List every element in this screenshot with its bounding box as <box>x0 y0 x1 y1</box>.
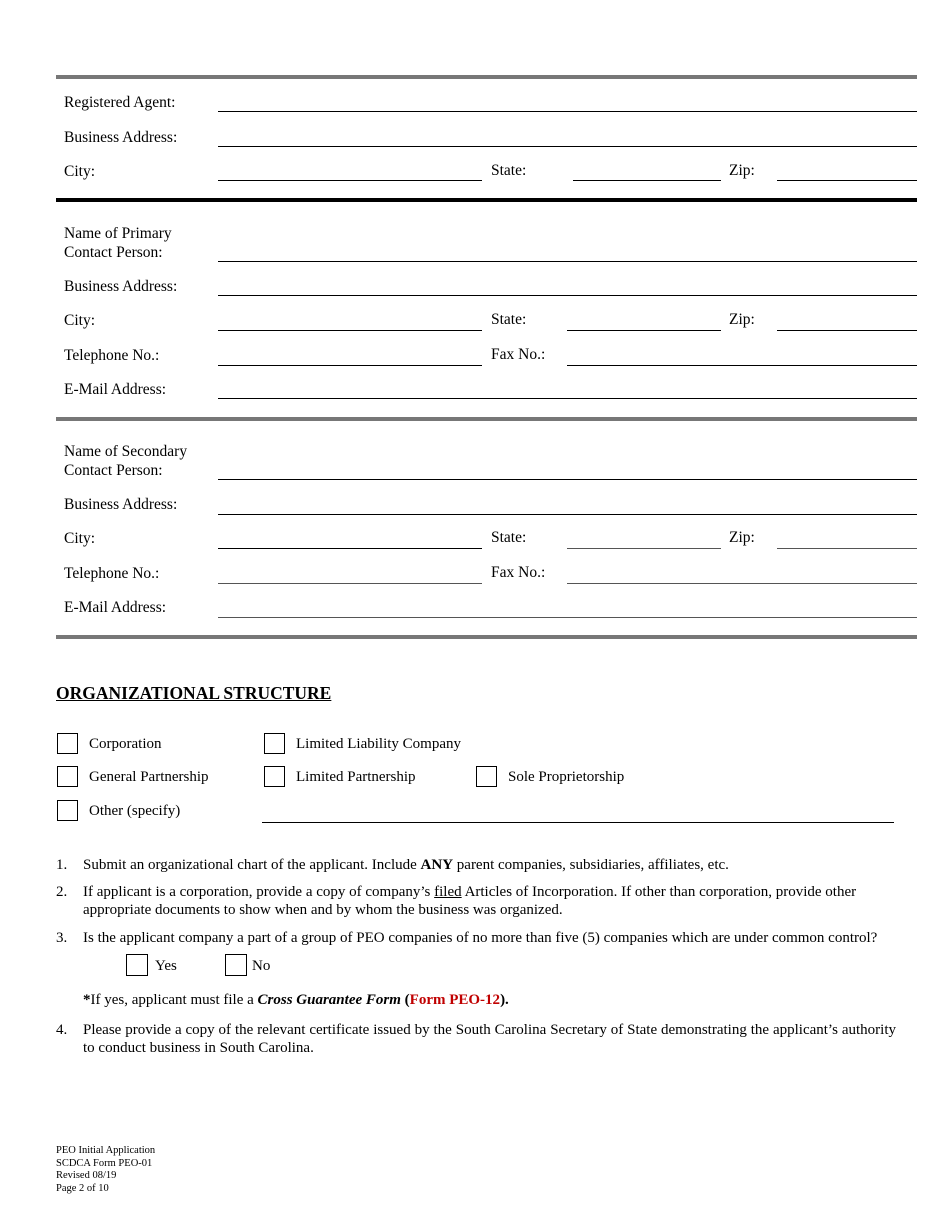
other-label: Other (specify) <box>89 803 181 819</box>
llc-checkbox[interactable] <box>264 733 285 754</box>
page-footer <box>56 1145 155 1195</box>
primary-email-label: E-Mail Address: <box>64 381 167 398</box>
secondary-state-label: State: <box>491 529 527 546</box>
secondary-state-field[interactable] <box>567 548 721 549</box>
secondary-contact-name-label-line2: Contact Person: <box>64 462 163 479</box>
cross-guarantee-note: *If yes, applicant must file a Cross Guarantee Form (Form PEO-12). <box>83 992 509 1008</box>
registered-agent-label: Registered Agent: <box>64 94 176 111</box>
list-item-number: 4. <box>56 1022 68 1038</box>
agent-business-address-field[interactable] <box>218 146 917 147</box>
yes-label: Yes <box>155 958 177 974</box>
primary-state-field[interactable] <box>567 330 721 331</box>
list-item-text: Please provide a copy of the relevant certificate issued by the South Carolina Secretary of State demonstrating the applicant’s authority to conduct business in South Carolina. <box>83 1022 896 1056</box>
corporation-checkbox[interactable] <box>57 733 78 754</box>
org-structure-heading: ORGANIZATIONAL STRUCTURE <box>56 683 332 703</box>
primary-telephone-field[interactable] <box>218 365 482 366</box>
secondary-zip-label: Zip: <box>729 529 755 546</box>
secondary-business-address-label: Business Address: <box>64 496 178 513</box>
primary-state-label: State: <box>491 311 527 328</box>
sole-proprietorship-checkbox[interactable] <box>476 766 497 787</box>
limited-partnership-label: Limited Partnership <box>296 769 416 785</box>
llc-label: Limited Liability Company <box>296 736 461 752</box>
agent-city-field[interactable] <box>218 180 482 181</box>
heavy-section-rule <box>56 198 917 202</box>
no-checkbox[interactable] <box>225 954 247 976</box>
agent-city-label: City: <box>64 163 96 180</box>
limited-partnership-checkbox[interactable] <box>264 766 285 787</box>
agent-state-label: State: <box>491 162 527 179</box>
footer-page-number: Page 2 of 10 <box>56 1182 109 1194</box>
primary-fax-field[interactable] <box>567 365 917 366</box>
primary-contact-name-label-line2: Contact Person: <box>64 244 163 261</box>
secondary-city-field[interactable] <box>218 548 482 549</box>
sole-proprietorship-label: Sole Proprietorship <box>508 769 625 785</box>
list-item-text: Submit an organizational chart of the applicant. Include ANY parent companies, subsidiaries, affiliates, etc. <box>83 857 729 873</box>
bottom-section-rule <box>56 635 917 639</box>
middle-section-rule <box>56 417 917 421</box>
secondary-contact-name-label <box>64 442 187 480</box>
list-item-3 <box>56 929 896 947</box>
list-item-number: 2. <box>56 884 68 900</box>
list-item-number: 3. <box>56 930 68 946</box>
list-item-number: 1. <box>56 857 68 873</box>
list-item-4 <box>56 1021 896 1057</box>
no-label: No <box>252 958 271 974</box>
top-section-rule <box>56 75 917 79</box>
primary-city-field[interactable] <box>218 330 482 331</box>
secondary-city-label: City: <box>64 530 96 547</box>
corporation-label: Corporation <box>89 736 162 752</box>
footer-form-number: SCDCA Form PEO-01 <box>56 1157 153 1169</box>
primary-city-label: City: <box>64 312 96 329</box>
primary-business-address-label: Business Address: <box>64 278 178 295</box>
general-partnership-label: General Partnership <box>89 769 209 785</box>
secondary-email-field[interactable] <box>218 617 917 618</box>
list-item-2 <box>56 883 896 919</box>
footer-revision: Revised 08/19 <box>56 1170 117 1181</box>
agent-zip-label: Zip: <box>729 162 755 179</box>
secondary-contact-name-field[interactable] <box>218 479 917 480</box>
registered-agent-field[interactable] <box>218 111 917 112</box>
secondary-telephone-field[interactable] <box>218 583 482 584</box>
secondary-zip-field[interactable] <box>777 548 917 549</box>
primary-zip-field[interactable] <box>777 330 917 331</box>
secondary-business-address-field[interactable] <box>218 514 917 515</box>
agent-state-field[interactable] <box>573 180 721 181</box>
primary-zip-label: Zip: <box>729 311 755 328</box>
agent-business-address-label: Business Address: <box>64 129 178 146</box>
primary-telephone-label: Telephone No.: <box>64 347 160 364</box>
form-peo-12-reference: Form PEO-12 <box>409 992 501 1008</box>
other-specify-field[interactable] <box>262 822 894 823</box>
primary-email-field[interactable] <box>218 398 917 399</box>
list-item-text: If applicant is a corporation, provide a copy of company’s filed Articles of Incorporation. If other than corporation, provide other appropriate documents to show when and by whom the business was organized. <box>83 884 857 918</box>
secondary-email-label: E-Mail Address: <box>64 599 167 616</box>
primary-fax-label: Fax No.: <box>491 346 546 363</box>
primary-business-address-field[interactable] <box>218 295 917 296</box>
agent-zip-field[interactable] <box>777 180 917 181</box>
secondary-contact-name-label-line1: Name of Secondary <box>64 443 188 460</box>
secondary-fax-field[interactable] <box>567 583 917 584</box>
primary-contact-name-label-line1: Name of Primary <box>64 225 172 242</box>
secondary-fax-label: Fax No.: <box>491 564 546 581</box>
yes-checkbox[interactable] <box>126 954 148 976</box>
other-checkbox[interactable] <box>57 800 78 821</box>
primary-contact-name-field[interactable] <box>218 261 917 262</box>
footer-form-title: PEO Initial Application <box>56 1145 156 1156</box>
primary-contact-name-label <box>64 224 172 262</box>
list-item-text: Is the applicant company a part of a group of PEO companies of no more than five (5) companies which are under common control? <box>83 930 878 946</box>
general-partnership-checkbox[interactable] <box>57 766 78 787</box>
secondary-telephone-label: Telephone No.: <box>64 565 160 582</box>
list-item-1 <box>56 856 896 874</box>
